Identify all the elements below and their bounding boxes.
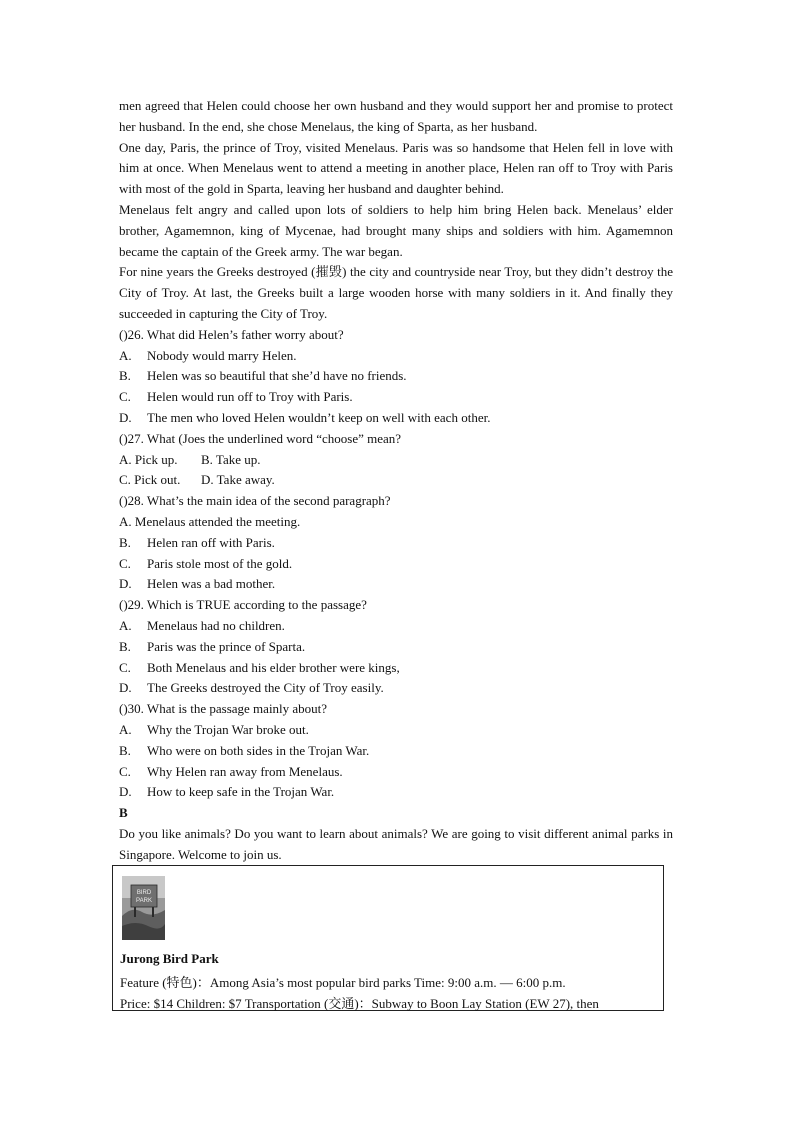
question-29-stem: ()29. Which is TRUE according to the passage? <box>119 597 367 613</box>
question-30-option-b: B. Who were on both sides in the Trojan War. <box>119 742 370 758</box>
question-26-option-a: A. Nobody would marry Helen. <box>119 347 297 363</box>
section-b-heading: B <box>119 805 128 821</box>
question-28-stem: ()28. What’s the main idea of the second paragraph? <box>119 493 391 509</box>
question-28-option-b: B. Helen ran off with Paris. <box>119 534 275 550</box>
question-27-stem: ()27. What (Joes the underlined word “choose” mean? <box>119 430 402 446</box>
question-26-option-b: B. Helen was so beautiful that she’d have no friends. <box>119 368 407 384</box>
passage-paragraph-1: men agreed that Helen could choose her own husband and they would support her and promise to protect her husband. In the end, she chose Menelaus, the king of Sparta, as her husband. <box>119 98 673 134</box>
question-29-option-c: C. Both Menelaus and his elder brother were kings, <box>119 659 400 675</box>
bird-park-photo <box>122 876 165 940</box>
question-30-option-c: C. Why Helen ran away from Menelaus. <box>119 763 343 779</box>
question-26-option-d: D. The men who loved Helen wouldn’t keep on well with each other. <box>119 409 491 425</box>
bird-park-feature: Feature (特色)：Among Asia’s most popular bird parks Time: 9:00 a.m. — 6:00 p.m. <box>120 975 566 990</box>
question-30-option-a: A. Why the Trojan War broke out. <box>119 721 309 737</box>
bird-park-title: Jurong Bird Park <box>120 951 219 966</box>
passage-paragraph-3: Menelaus felt angry and called upon lots of soldiers to help him bring Helen back. Menelaus’ elder brother, Agamemnon, king of Mycenae, had brought many ships and soldiers with him. Agamemnon became the captain of the Greek army. The war began. <box>119 201 673 259</box>
question-29-option-d: D. The Greeks destroyed the City of Troy easily. <box>119 680 384 696</box>
question-28-option-c: C. Paris stole most of the gold. <box>119 555 293 571</box>
question-28-option-a: A. Menelaus attended the meeting. <box>119 513 301 529</box>
passage-paragraph-2: One day, Paris, the prince of Troy, visited Menelaus. Paris was so handsome that Helen fell in love with him at once. When Menelaus went to attend a meeting in another place, Helen ran off to Troy with Paris with most of the gold in Sparta, leaving her husband and daughter behind. <box>119 139 673 197</box>
question-26-stem: ()26. What did Helen’s father worry about? <box>119 326 344 342</box>
bird-park-info-box <box>112 865 664 1011</box>
question-27-row-1: A. Pick up. B. Take up. <box>119 451 261 467</box>
question-29-option-a: A. Menelaus had no children. <box>119 617 285 633</box>
svg-text:PARK: PARK <box>136 898 152 904</box>
question-29-option-b: B. Paris was the prince of Sparta. <box>119 638 306 654</box>
svg-text:BIRD: BIRD <box>136 890 152 896</box>
bird-park-price-transport: Price: $14 Children: $7 Transportation (交通)：Subway to Boon Lay Station (EW 27), then <box>120 996 599 1011</box>
section-b-intro: Do you like animals? Do you want to learn about animals? We are going to visit different animal parks in Singapore. Welcome to join us. <box>119 825 673 862</box>
question-26-option-c: C. Helen would run off to Troy with Paris. <box>119 389 353 405</box>
passage-paragraph-4: For nine years the Greeks destroyed (摧毁) the city and countryside near Troy, but they didn’t destroy the City of Troy. At last, the Greeks built a large wooden horse with many soldiers in it. And finally they succeeded in capturing the City of Troy. <box>119 264 673 321</box>
question-28-option-d: D. Helen was a bad mother. <box>119 576 276 592</box>
question-27-row-2: C. Pick out. D. Take away. <box>119 472 275 488</box>
page-content <box>119 96 673 865</box>
question-30-stem: ()30. What is the passage mainly about? <box>119 701 328 717</box>
question-30-option-d: D. How to keep safe in the Trojan War. <box>119 784 335 800</box>
